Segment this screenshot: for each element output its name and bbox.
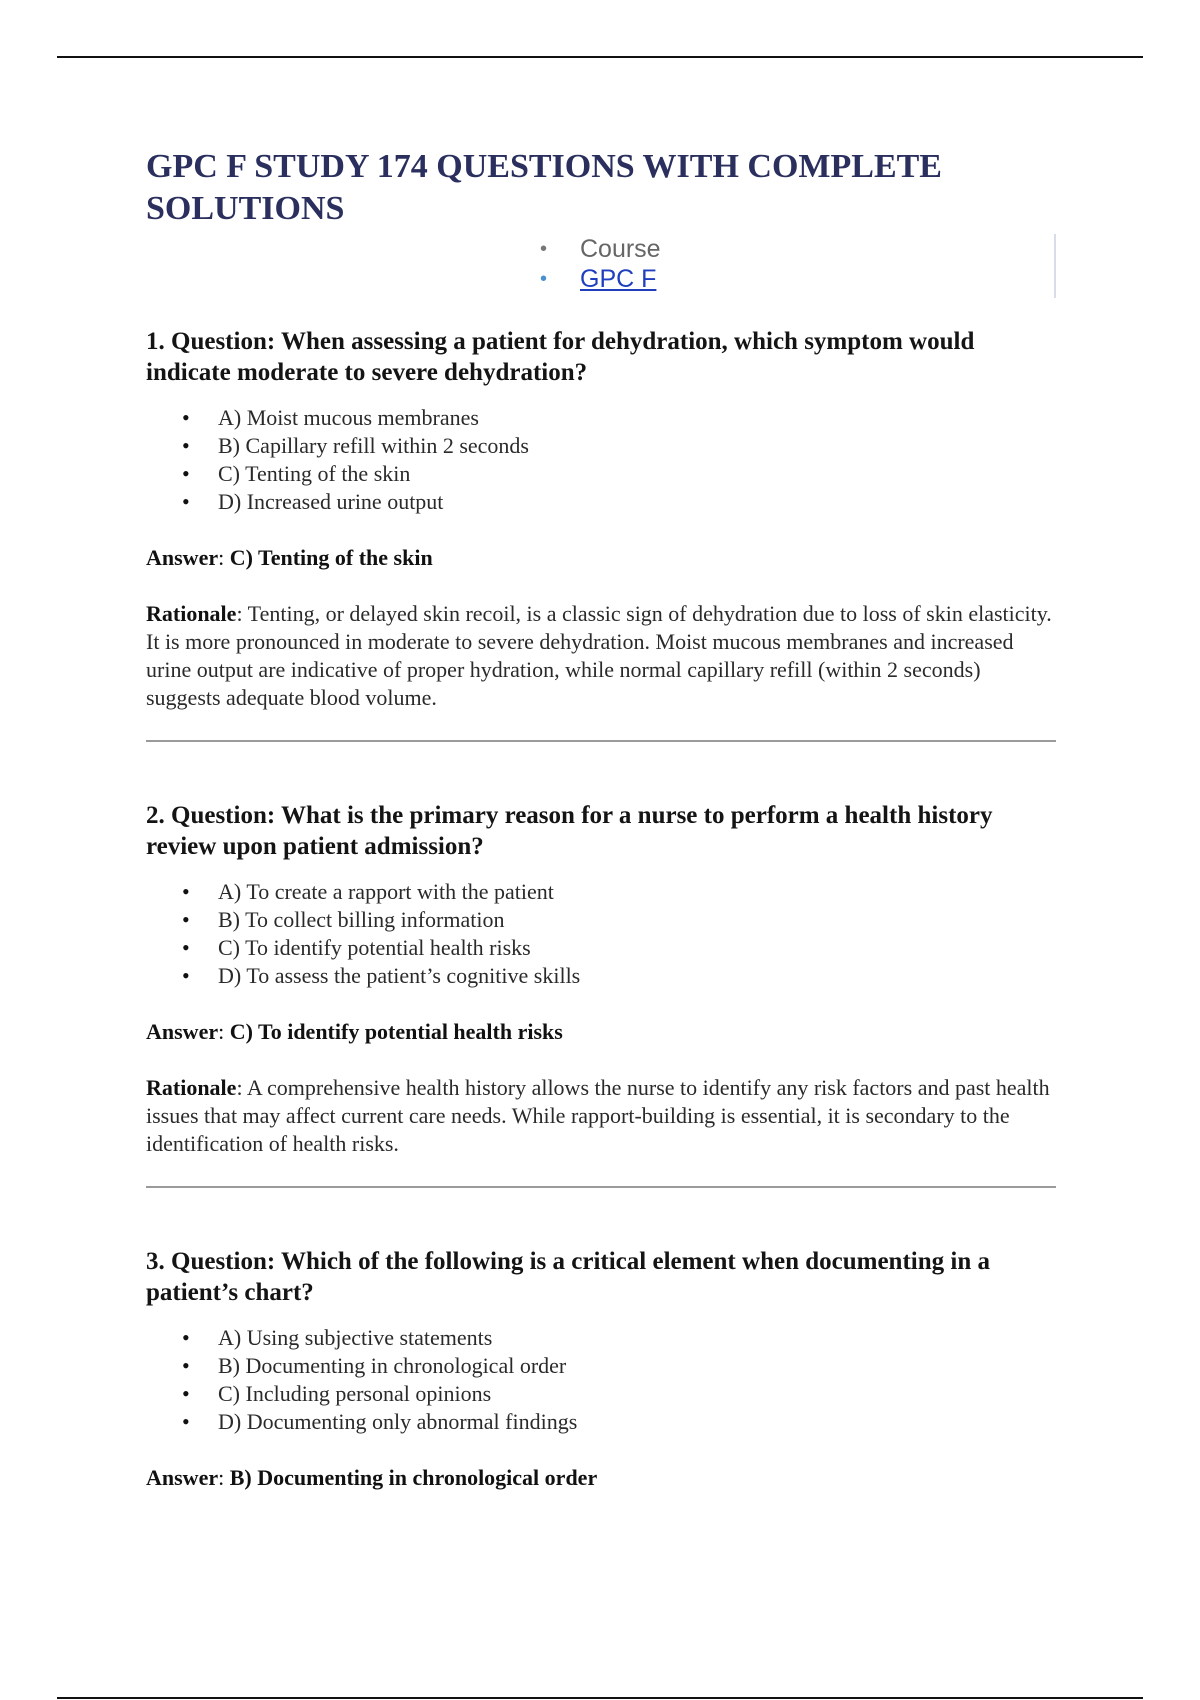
option-item: • A) Using subjective statements [146, 1324, 1056, 1352]
option-item: • C) To identify potential health risks [146, 934, 1056, 962]
rationale-text: A comprehensive health history allows the nurse to identify any risk factors and past health issues that may affect current care needs. While rapport-building is essential, it is secondary to the identification of health risks. [146, 1075, 1050, 1156]
options-list [146, 878, 1056, 990]
options-list [146, 404, 1056, 516]
answer-line: Answer: B) Documenting in chronological order [146, 1465, 598, 1490]
question-title: 1. Question: When assessing a patient for dehydration, which symptom would indicate moderate to severe dehydration? [146, 328, 975, 386]
course-list [540, 234, 661, 294]
question-2 [146, 800, 1056, 1188]
rationale-paragraph: Rationale: A comprehensive health history allows the nurse to identify any risk factors and past health issues that may affect current care needs. While rapport-building is essential, it is secondary to the identification of health risks. [146, 1075, 1050, 1156]
option-item: • D) Documenting only abnormal findings [146, 1408, 1056, 1436]
section-divider [146, 1186, 1056, 1188]
rationale-label: Rationale [146, 1075, 237, 1100]
answer-value: C) To identify potential health risks [229, 1019, 563, 1044]
question-title: 3. Question: Which of the following is a critical element when documenting in a patient’s chart? [146, 1248, 990, 1306]
section-divider [146, 740, 1056, 742]
answer-label: Answer [146, 545, 219, 570]
course-divider [1054, 234, 1056, 298]
rationale-text: Tenting, or delayed skin recoil, is a classic sign of dehydration due to loss of skin elasticity. It is more pronounced in moderate to severe dehydration. Moist mucous membranes and increased urine output are indicative of proper hydration, while normal capillary refill (within 2 seconds) suggests adequate blood volume. [146, 601, 1052, 710]
answer-line: Answer: C) To identify potential health risks [146, 1019, 563, 1044]
document-body [146, 146, 1056, 1492]
answer-label: Answer [146, 1019, 219, 1044]
rationale-label: Rationale [146, 601, 237, 626]
answer-label: Answer [146, 1465, 219, 1490]
option-item: • A) To create a rapport with the patient [146, 878, 1056, 906]
document-title: GPC F STUDY 174 QUESTIONS WITH COMPLETE SOLUTIONS [146, 148, 942, 227]
page-bottom-rule [57, 1697, 1143, 1699]
rationale-paragraph: Rationale: Tenting, or delayed skin recoil, is a classic sign of dehydration due to loss of skin elasticity. It is more pronounced in moderate to severe dehydration. Moist mucous membranes and increased urine output are indicative of proper hydration, while normal capillary refill (within 2 seconds) suggests adequate blood volume. [146, 601, 1052, 710]
option-item: • D) Increased urine output [146, 488, 1056, 516]
option-item: • C) Including personal opinions [146, 1380, 1056, 1408]
answer-line: Answer: C) Tenting of the skin [146, 545, 433, 570]
option-item: • B) To collect billing information [146, 906, 1056, 934]
option-item: • B) Documenting in chronological order [146, 1352, 1056, 1380]
course-breadcrumb [146, 234, 1056, 296]
options-list [146, 1324, 1056, 1436]
option-item: • C) Tenting of the skin [146, 460, 1056, 488]
option-item: • A) Moist mucous membranes [146, 404, 1056, 432]
option-item: • D) To assess the patient’s cognitive skills [146, 962, 1056, 990]
question-3 [146, 1246, 1056, 1492]
page-top-rule [57, 56, 1143, 58]
question-1 [146, 326, 1056, 742]
course-link-item[interactable] [540, 264, 661, 294]
course-label: • Course [540, 234, 661, 264]
answer-value: B) Documenting in chronological order [229, 1465, 598, 1490]
question-title: 2. Question: What is the primary reason for a nurse to perform a health history review upon patient admission? [146, 802, 993, 860]
answer-value: C) Tenting of the skin [229, 545, 433, 570]
course-link[interactable]: GPC F [580, 265, 657, 293]
option-item: • B) Capillary refill within 2 seconds [146, 432, 1056, 460]
